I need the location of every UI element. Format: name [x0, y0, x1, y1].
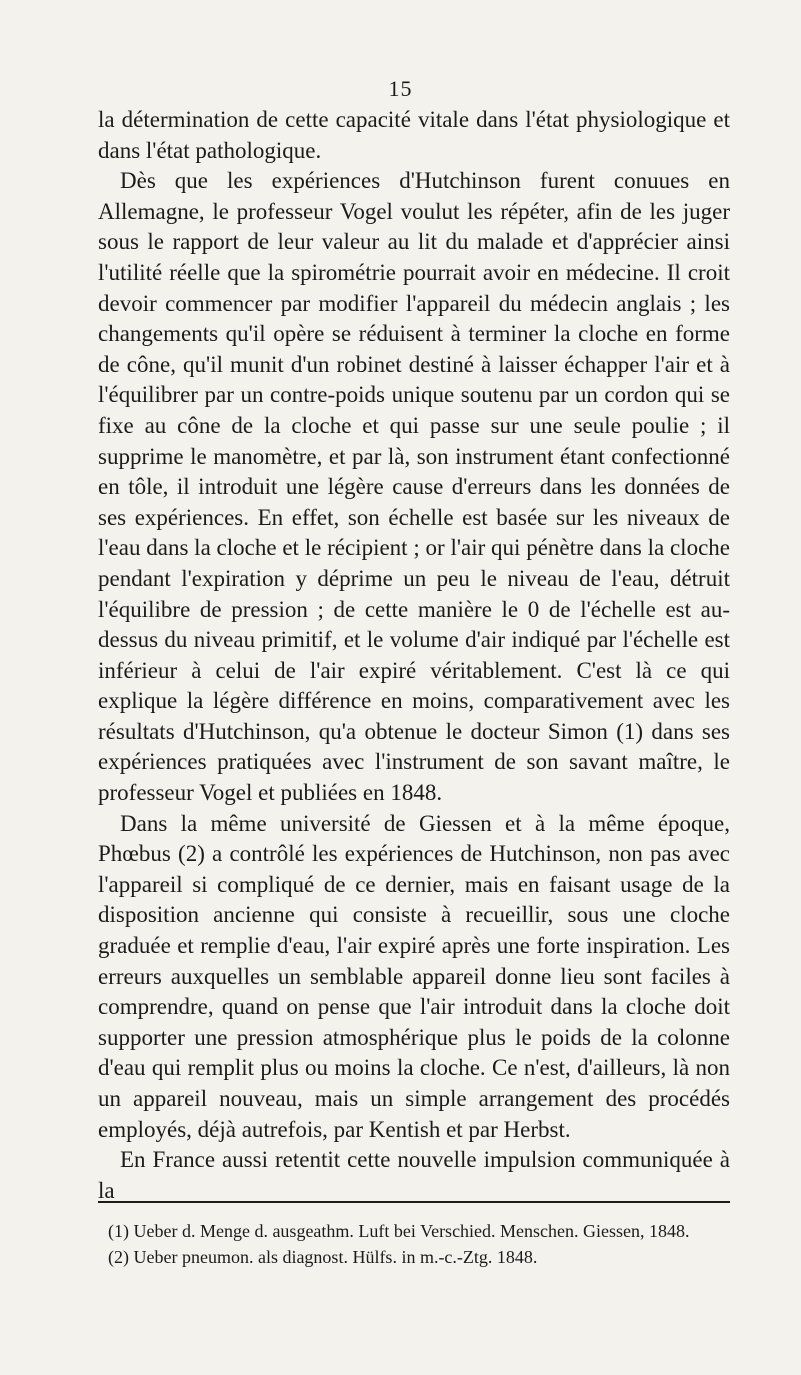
footnote-2: (2) Ueber pneumon. als diagnost. Hülfs. in m.-c.-Ztg. 1848. [108, 1247, 538, 1267]
paragraph-phoebus: Dans la même université de Giessen et à la même époque, Phœbus (2) a contrôlé les expériences de Hutchinson, non pas avec l'appareil si compliqué de ce dernier, mais en faisant usage de la disposition ancienne qui consiste à recueillir, sous une cloche graduée et remplie d'eau, l'air expiré après une forte inspiration. Les erreurs auxquelles un semblable appareil donne lieu sont faciles à comprendre, quand on pense que l'air introduit dans la cloche doit supporter une pression atmosphérique plus le poids de la colonne d'eau qui remplit plus ou moins la cloche. Ce n'est, d'ailleurs, là non un appareil nouveau, mais un simple arrangement des procédés employés, déjà autrefois, par Kentish et par Herbst. [98, 810, 730, 1142]
body-text [98, 105, 730, 1206]
footnote-1: (1) Ueber d. Menge d. ausgeathm. Luft bei Verschied. Menschen. Giessen, 1848. [108, 1221, 690, 1241]
page-number: 15 [388, 76, 413, 101]
paragraph-vogel: Dès que les expériences d'Hutchinson furent conuues en Allemagne, le professeur Vogel voulut les répéter, afin de les juger sous le rapport de leur valeur au lit du malade et d'apprécier ainsi l'utilité réelle que la spirométrie pourrait avoir en médecine. Il croit devoir commencer par modifier l'appareil du médecin anglais ; les changements qu'il opère se réduisent à terminer la cloche en forme de cône, qu'il munit d'un robinet destiné à laisser échapper l'air et à l'équilibrer par un contre-poids unique soutenu par un cordon qui se fixe au cône de la cloche et qui passe sur une seule poulie ; il supprime le manomètre, et par là, son instrument étant confectionné en tôle, il introduit une légère cause d'erreurs dans les données de ses expériences. En effet, son échelle est basée sur les niveaux de l'eau dans la cloche et le récipient ; or l'air qui pénètre dans la cloche pendant l'expiration y déprime un peu le niveau de l'eau, détruit l'équilibre de pression ; de cette manière le 0 de l'échelle est au-dessus du niveau primitif, et le volume d'air indiqué par l'échelle est inférieur à celui de l'air expiré véritablement. C'est là ce qui explique la légère différence en moins, comparativement avec les résultats d'Hutchinson, qu'a obtenue le docteur Simon (1) dans ses expériences pratiquées avec l'instrument de son savant maître, le professeur Vogel et publiées en 1848. [98, 168, 730, 806]
paragraph-continuation: la détermination de cette capacité vitale dans l'état physiologique et dans l'état pathologique. [98, 107, 730, 163]
footnotes [98, 1219, 730, 1271]
footnote-divider [98, 1201, 730, 1203]
paragraph-france: En France aussi retentit cette nouvelle impulsion communiquée à la [98, 1147, 730, 1203]
